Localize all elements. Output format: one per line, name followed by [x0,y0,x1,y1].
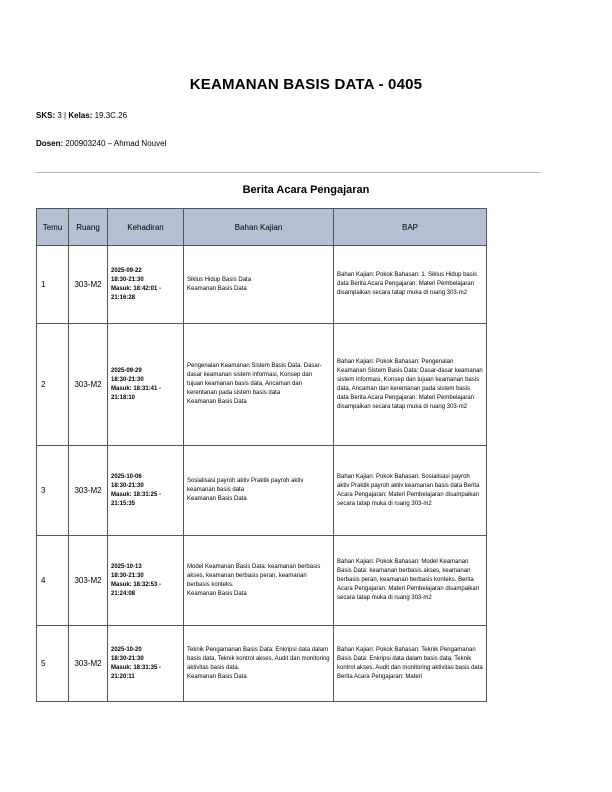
cell-kehadiran [108,324,184,446]
attendance-checkout: 21:20:11 [111,673,135,680]
topic-text: Pengenalan Keamanan Sistem Basis Data: Dasar-dasar keamanan sistem informasi, Konsep dan tujuan keamanan basis data, Ancaman dan kerentanan pada sistem basis data [187,363,322,396]
cell-bap: Bahan Kajian: Pokok Bahasan: Pengenalan Keamanan Sistem Basis Data: Dasar-dasar keamanan sistem informasi, Konsep dan tujuan keamanan basis data, Ancaman dan kerentanan pada sistem basis data Berita Acara Pengajaran: Materi Pembelajaran disampaikan secara tatap muka di ruang 303-m2 [334,324,487,446]
cell-temu: 1 [37,246,69,324]
cell-bap: Bahan Kajian: Pokok Bahasan: Model Keamanan Basis Data: keamanan berbasis akses, keamanan berbasis peran, keamanan berbasis konteks. Berita Acara Pengajaran: Materi Pembelajaran disampaikan secara tatap muka di ruang 303-m2 [334,536,487,626]
attendance-checkin: Masuk: 18:31:41 - [111,385,162,392]
topic-text: Model Keamanan Basis Data: keamanan berbasis akses, keamanan berbasis peran, keamanan berbasis konteks. [187,563,321,588]
attendance-schedule: 18:30-21:30 [111,276,144,283]
attendance-schedule: 18:30-21:30 [111,572,144,579]
course-topic: Keamanan Basis Data [187,285,247,292]
cell-ruang: 303-M2 [69,536,108,626]
attendance-date: 2025-10-06 [111,473,142,480]
sks-label: SKS: [36,111,56,120]
lecturer-info [36,139,166,148]
bap-table [36,208,487,702]
kelas-label: Kelas: [68,111,93,120]
kelas-value: 19.3C.26 [94,111,128,120]
attendance-schedule: 18:30-21:30 [111,482,144,489]
cell-temu: 5 [37,626,69,702]
cell-ruang: 303-M2 [69,246,108,324]
attendance-checkout: 21:18:10 [111,394,136,401]
attendance-date: 2025-10-20 [111,646,142,653]
header-temu: Temu [37,209,69,246]
cell-bap: Bahan Kajian: Pokok Bahasan: Sosialisasi payroh aktiv Praktik payroh aktiv keamanan basis data Berita Acara Pengajaran: Materi Pembelajaran disampaikan secara tatap muka di ruang 303-m2 [334,446,487,536]
cell-ruang: 303-M2 [69,446,108,536]
cell-kehadiran [108,536,184,626]
attendance-schedule: 18:30-21:30 [111,376,144,383]
cell-bap: Bahan Kajian: Pokok Bahasan: 1. Siklus Hidup basis data Berita Acara Pengajaran: Materi Pembelajaran disampaikan secara tatap muka di ruang 303-m2 [334,246,487,324]
cell-temu: 4 [37,536,69,626]
sks-value: 3 [57,111,62,120]
attendance-date: 2025-09-22 [111,267,142,274]
header-kehadiran: Kehadiran [108,209,184,246]
table-row [37,446,487,536]
topic-text: Siklus Hidup Basis Data [187,276,252,283]
cell-kehadiran [108,246,184,324]
table-row [37,324,487,446]
attendance-checkout: 21:16:28 [111,294,136,301]
cell-kehadiran [108,446,184,536]
cell-temu: 2 [37,324,69,446]
course-topic: Keamanan Basis Data [187,399,247,405]
topic-text: Sosialisasi payroh aktiv Praktik payroh aktiv keamanan basis data [187,478,304,493]
table-row [37,536,487,626]
table-header-row [37,209,487,246]
course-topic: Keamanan Basis Data [187,673,247,680]
cell-bahan-kajian [184,626,334,702]
cell-ruang: 303-M2 [69,324,108,446]
course-meta [36,111,127,120]
header-bap: BAP [334,209,487,246]
header-ruang: Ruang [69,209,108,246]
meta-separator: | [64,111,67,120]
course-topic: Keamanan Basis Data [187,590,247,597]
attendance-date: 2025-09-29 [111,367,142,374]
dosen-value: 200903240 – Ahmad Nouvel [65,139,167,148]
cell-bahan-kajian [184,536,334,626]
cell-bahan-kajian [184,246,334,324]
attendance-checkin: Masuk: 18:31:25 - [111,491,162,498]
divider [36,172,540,173]
attendance-checkout: 21:15:35 [111,500,136,507]
cell-temu: 3 [37,446,69,536]
table-row [37,626,487,702]
header-bahan-kajian: Bahan Kajian [184,209,334,246]
course-title: KEAMANAN BASIS DATA - 0405 [189,76,423,93]
cell-kehadiran [108,626,184,702]
cell-bahan-kajian [184,324,334,446]
course-topic: Keamanan Basis Data [187,496,247,502]
cell-bap: Bahan Kajian: Pokok Bahasan: Teknik Pengamanan Basis Data: Enkripsi data dalam basis data, Teknik kontrol akses, Audit dan monitoring aktivitas basis data Berita Acara Pengajaran: Materi [334,626,487,702]
attendance-checkout: 21:24:08 [111,590,136,597]
attendance-checkin: Masuk: 18:32:53 - [111,581,162,588]
attendance-schedule: 18:30-21:30 [111,655,144,662]
topic-text: Teknik Pengamanan Basis Data: Enkripsi data dalam basis data, Teknik kontrol akses, Audit dan monitoring aktivitas basis data. [187,646,330,671]
attendance-checkin: Masuk: 18:42:01 - [111,285,162,292]
attendance-date: 2025-10-13 [111,563,142,570]
cell-bahan-kajian [184,446,334,536]
attendance-checkin: Masuk: 18:31:35 - [111,664,162,671]
dosen-label: Dosen: [36,139,64,148]
cell-ruang: 303-M2 [69,626,108,702]
table-row [37,246,487,324]
section-title: Berita Acara Pengajaran [242,184,370,196]
